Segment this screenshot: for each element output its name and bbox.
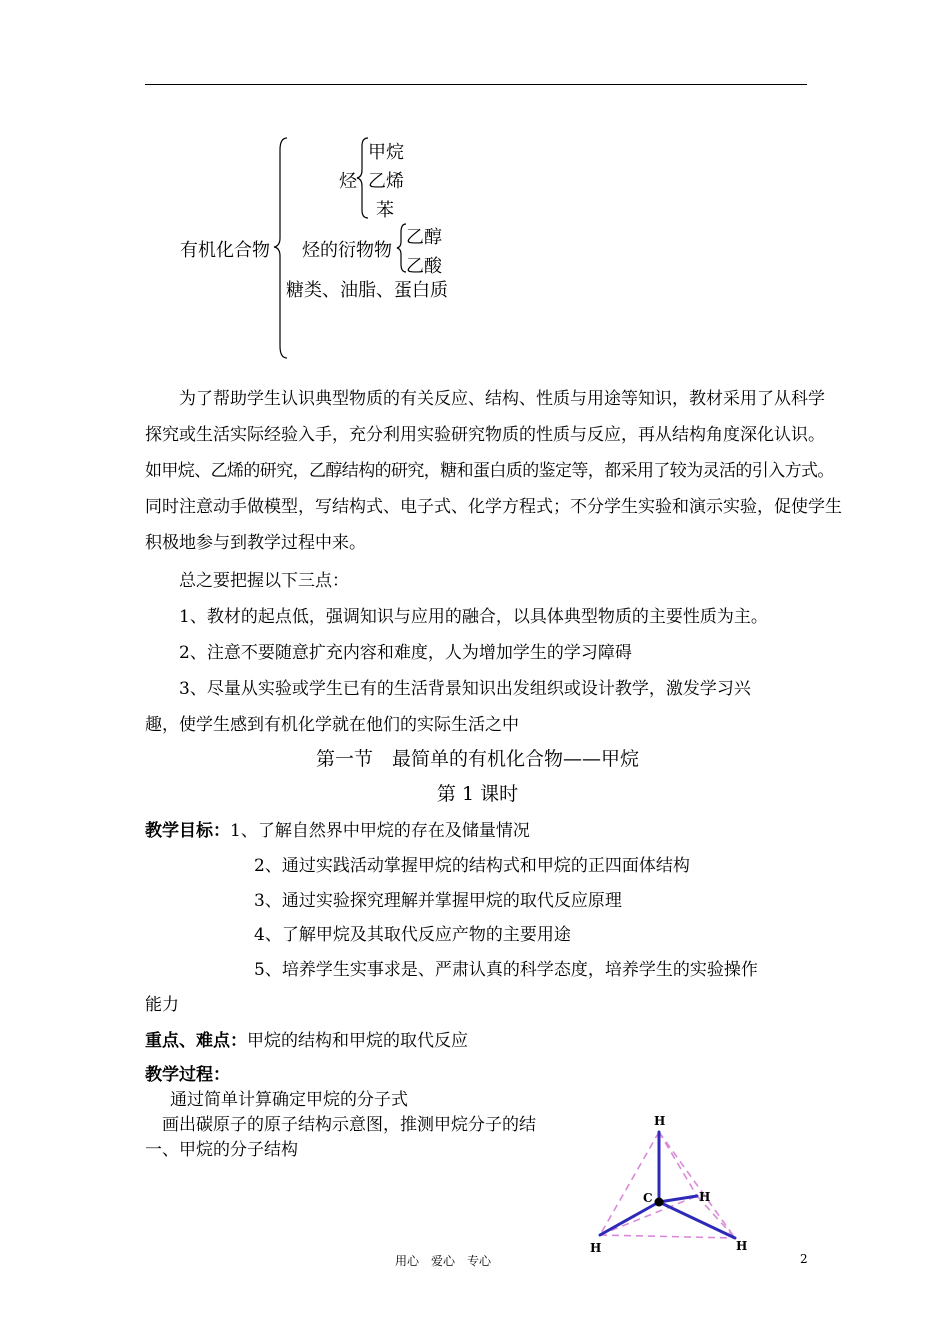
point-3-cont: 趣，使学生感到有机化学就在他们的实际生活之中 bbox=[145, 715, 519, 735]
carbon-bonds bbox=[600, 1132, 735, 1238]
key-points-text: 甲烷的结构和甲烷的取代反应 bbox=[247, 1031, 468, 1051]
process-label: 教学过程： bbox=[145, 1065, 230, 1085]
objectives-label: 教学目标： bbox=[145, 821, 230, 841]
lesson-title: 第 1 课时 bbox=[436, 783, 519, 805]
objectives-row bbox=[145, 816, 530, 841]
process-line-3: 一、甲烷的分子结构 bbox=[145, 1140, 298, 1160]
key-points-label: 重点、难点： bbox=[145, 1031, 247, 1051]
footer-motto: 用心 爱心 专心 bbox=[395, 1254, 492, 1268]
tree-item-benzene: 苯 bbox=[376, 200, 394, 221]
hydrogen-label-left: H bbox=[590, 1241, 602, 1255]
objective-4: 4、了解甲烷及其取代反应产物的主要用途 bbox=[254, 925, 571, 945]
tree-derivative: 烃的衍物物 bbox=[302, 240, 392, 261]
tree-others: 糖类、油脂、蛋白质 bbox=[286, 280, 448, 301]
objective-1: 1、了解自然界中甲烷的存在及储量情况 bbox=[230, 821, 530, 841]
hydrogen-label-bottom-right: H bbox=[736, 1239, 748, 1253]
intro-line-1: 为了帮助学生认识典型物质的有关反应、结构、性质与用途等知识，教材采用了从科学 bbox=[179, 389, 825, 409]
tree-item-methane: 甲烷 bbox=[368, 142, 404, 163]
key-points-row bbox=[145, 1026, 468, 1051]
process-line-1: 通过简单计算确定甲烷的分子式 bbox=[170, 1090, 408, 1110]
hydrogen-label-top: H bbox=[654, 1114, 666, 1128]
point-2: 2、注意不要随意扩充内容和难度，人为增加学生的学习障碍 bbox=[179, 643, 632, 663]
tree-hydrocarbon: 烃 bbox=[339, 171, 357, 192]
carbon-atom bbox=[655, 1198, 664, 1207]
objective-5-cont: 能力 bbox=[145, 995, 179, 1015]
hydrogen-label-right: H bbox=[699, 1190, 711, 1204]
objective-3: 3、通过实验探究理解并掌握甲烷的取代反应原理 bbox=[254, 891, 622, 911]
page-number: 2 bbox=[800, 1252, 808, 1266]
intro-line-3: 如甲烷、乙烯的研究，乙醇结构的研究，糖和蛋白质的鉴定等，都采用了较为灵活的引入方式。 bbox=[145, 461, 834, 481]
tree-item-ethylene: 乙烯 bbox=[368, 171, 404, 192]
point-1: 1、教材的起点低，强调知识与应用的融合，以具体典型物质的主要性质为主。 bbox=[179, 607, 768, 627]
tree-item-acetic-acid: 乙酸 bbox=[406, 256, 442, 277]
objective-5: 5、培养学生实事求是、严肃认真的科学态度，培养学生的实验操作 bbox=[254, 960, 758, 980]
point-3: 3、尽量从实验或学生已有的生活背景知识出发组织或设计教学，激发学习兴 bbox=[179, 679, 751, 699]
intro-line-4: 同时注意动手做模型，写结构式、电子式、化学方程式；不分学生实验和演示实验，促使学生 bbox=[145, 497, 842, 517]
intro-line-5: 积极地参与到教学过程中来。 bbox=[145, 533, 366, 553]
tree-braces bbox=[0, 0, 950, 400]
summary-intro: 总之要把握以下三点： bbox=[179, 571, 349, 591]
section-title: 第一节 最简单的有机化合物——甲烷 bbox=[315, 748, 639, 770]
tree-root: 有机化合物 bbox=[180, 240, 270, 261]
process-line-2: 画出碳原子的原子结构示意图，推测甲烷分子的结 bbox=[162, 1115, 536, 1135]
carbon-label: C bbox=[643, 1191, 653, 1205]
tree-item-ethanol: 乙醇 bbox=[406, 227, 442, 248]
objective-2: 2、通过实践活动掌握甲烷的结构式和甲烷的正四面体结构 bbox=[254, 856, 690, 876]
methane-diagram bbox=[580, 1110, 780, 1270]
intro-line-2: 探究或生活实际经验入手，充分利用实验研究物质的性质与反应，再从结构角度深化认识。 bbox=[145, 425, 825, 445]
